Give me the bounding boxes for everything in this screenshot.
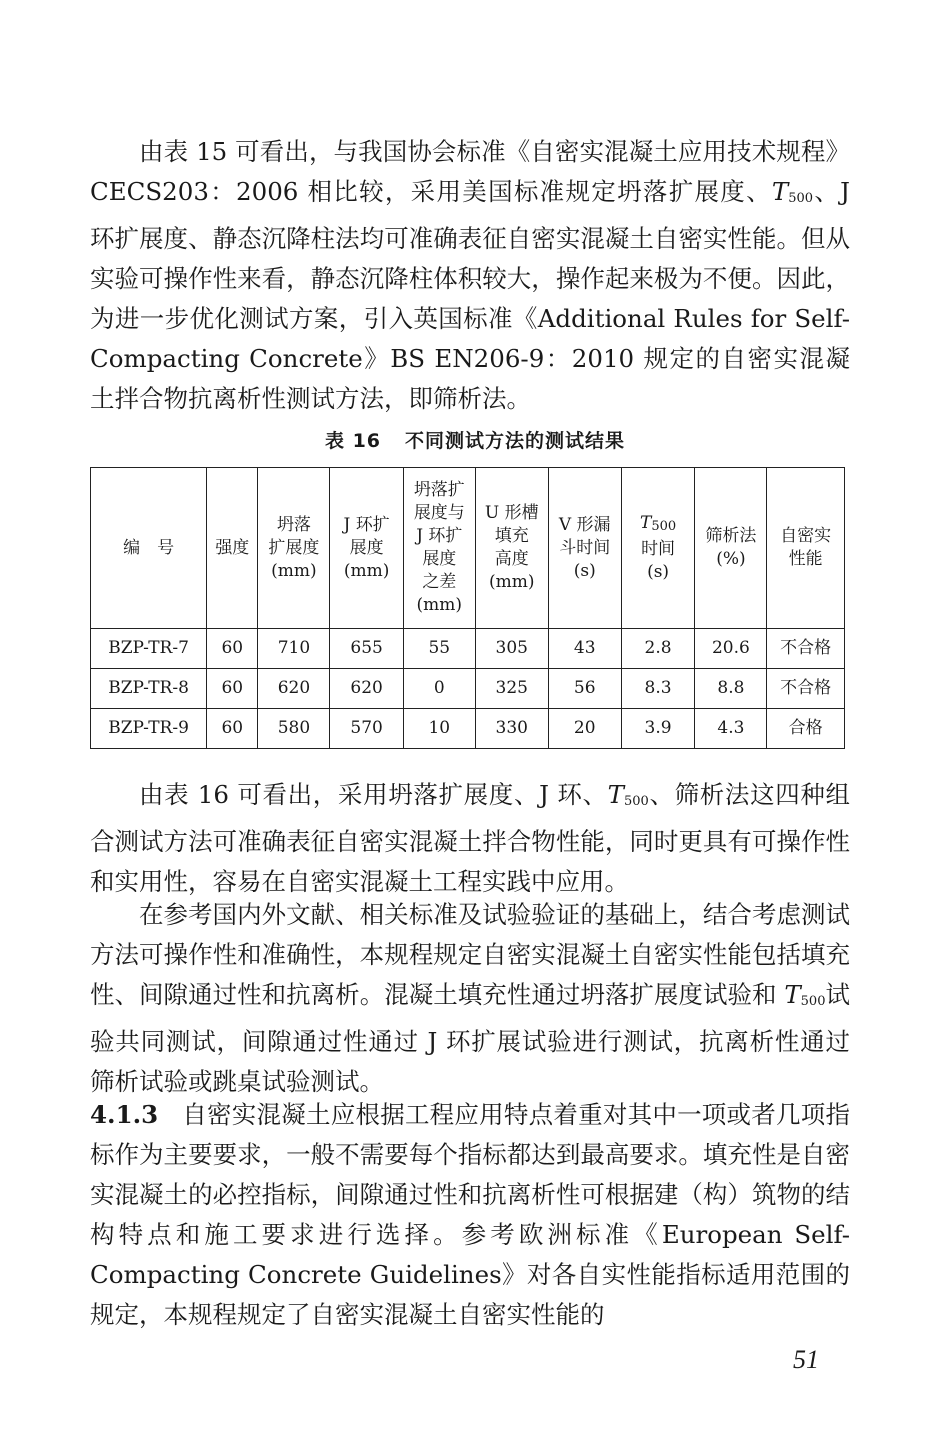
cell-id: BZP-TR-7 — [91, 629, 207, 669]
cell-result: 不合格 — [767, 669, 845, 709]
clause-text: 自密实混凝土应根据工程应用特点着重对其中一项或者几项指标作为主要要求，一般不需要每个指标都达到最高要求。填充性是自密实混凝土的必控指标，间隙通过性和抗离析性可根据建（构）筑物的结构特点和施工要求进行选择。参考欧洲标准《European Self-Compacting Concrete Guidelines》对各自实性能指标适用范围的规定，本规程规定了自密实混凝土自密实性能的 — [90, 1100, 850, 1329]
cell-jring: 620 — [330, 669, 403, 709]
intro-text-1: 由表 15 可看出，与我国协会标准《自密实混凝土应用技术规程》CECS203：2006 相比较，采用美国标准规定坍落扩展度、 — [90, 137, 850, 206]
t500-symbol: $T_{500}$ — [607, 780, 649, 809]
table-header-row — [91, 468, 845, 629]
clause-number: 4.1.3 — [90, 1100, 159, 1129]
cell-jring: 655 — [330, 629, 403, 669]
cell-vfunnel: 20 — [548, 709, 621, 749]
cell-sieve: 8.8 — [695, 669, 767, 709]
table-title: 不同测试方法的测试结果 — [405, 430, 626, 452]
cell-sieve: 4.3 — [695, 709, 767, 749]
cell-slump: 710 — [258, 629, 330, 669]
header-id: 编 号 — [91, 468, 207, 629]
table-row — [91, 709, 845, 749]
header-t500: $T_{500}$ 时间 (s) — [621, 468, 695, 629]
t500-symbol: $T_{500}$ — [771, 177, 814, 206]
cell-slump: 580 — [258, 709, 330, 749]
cell-vfunnel: 43 — [548, 629, 621, 669]
clause-4-1-3 — [90, 1095, 850, 1335]
cell-t500: 2.8 — [621, 629, 695, 669]
paragraph-performance-definition: 在参考国内外文献、相关标准及试验验证的基础上，结合考虑测试方法可操作性和准确性，本规程规定自密实混凝土自密实性能包括填充性、间隙通过性和抗离析。混凝土填充性通过坍落扩展度试验和 $T_{500}$试验共同测试，间隙通过性通过 J 环扩展试验进行测试，抗离析性通过筛析试验或跳桌试验测试。 — [90, 900, 851, 1096]
cell-ubox: 330 — [475, 709, 548, 749]
header-slump: 坍落 扩展度 (mm) — [258, 468, 330, 629]
cell-jring: 570 — [330, 709, 403, 749]
page-number: 51 — [793, 1345, 819, 1374]
header-jring: J 环扩 展度 (mm) — [330, 468, 403, 629]
header-sieve: 筛析法 (%) — [695, 468, 767, 629]
cell-strength: 60 — [207, 669, 258, 709]
header-difference: 坍落扩 展度与 J 环扩 展度 之差 (mm) — [403, 468, 475, 629]
cell-strength: 60 — [207, 709, 258, 749]
t500-symbol: $T_{500}$ — [784, 980, 826, 1009]
cell-strength: 60 — [207, 629, 258, 669]
header-strength: 强度 — [207, 468, 258, 629]
intro-text-2: 、J 环扩展度、静态沉降柱法均可准确表征自密实混凝土自密实性能。但从实验可操作性来看，静态沉降柱体积较大，操作起来极为不便。因此，为进一步优化测试方案，引入英国标准《Additional Rules for Self-Compacting Concrete》BS EN206-9：2010 规定的自密实混凝土拌合物抗离析性测试方法，即筛析法。 — [90, 177, 851, 413]
cell-t500: 8.3 — [621, 669, 695, 709]
table-row — [91, 629, 845, 669]
table-row — [91, 669, 845, 709]
cell-slump: 620 — [258, 669, 330, 709]
cell-result: 合格 — [767, 709, 845, 749]
cell-ubox: 325 — [475, 669, 548, 709]
cell-vfunnel: 56 — [548, 669, 621, 709]
header-selfcompacting: 自密实 性能 — [767, 468, 845, 629]
cell-result: 不合格 — [767, 629, 845, 669]
header-vfunnel: V 形漏 斗时间 (s) — [548, 468, 621, 629]
cell-ubox: 305 — [475, 629, 548, 669]
results-table — [90, 467, 845, 749]
intro-paragraph — [90, 132, 850, 419]
cell-difference: 55 — [403, 629, 475, 669]
cell-sieve: 20.6 — [695, 629, 767, 669]
cell-difference: 10 — [403, 709, 475, 749]
table-number: 表 16 — [324, 430, 382, 452]
table-caption — [0, 426, 950, 453]
header-ubox: U 形槽 填充 高度 (mm) — [475, 468, 548, 629]
cell-id: BZP-TR-8 — [91, 669, 207, 709]
paragraph-table16-conclusion: 由表 16 可看出，采用坍落扩展度、J 环、$T_{500}$、筛析法这四种组合测试方法可准确表征自密实混凝土拌合物性能，同时更具有可操作性和实用性，容易在自密实混凝土工程实践中应用。 — [90, 780, 851, 896]
cell-difference: 0 — [403, 669, 475, 709]
cell-id: BZP-TR-9 — [91, 709, 207, 749]
cell-t500: 3.9 — [621, 709, 695, 749]
